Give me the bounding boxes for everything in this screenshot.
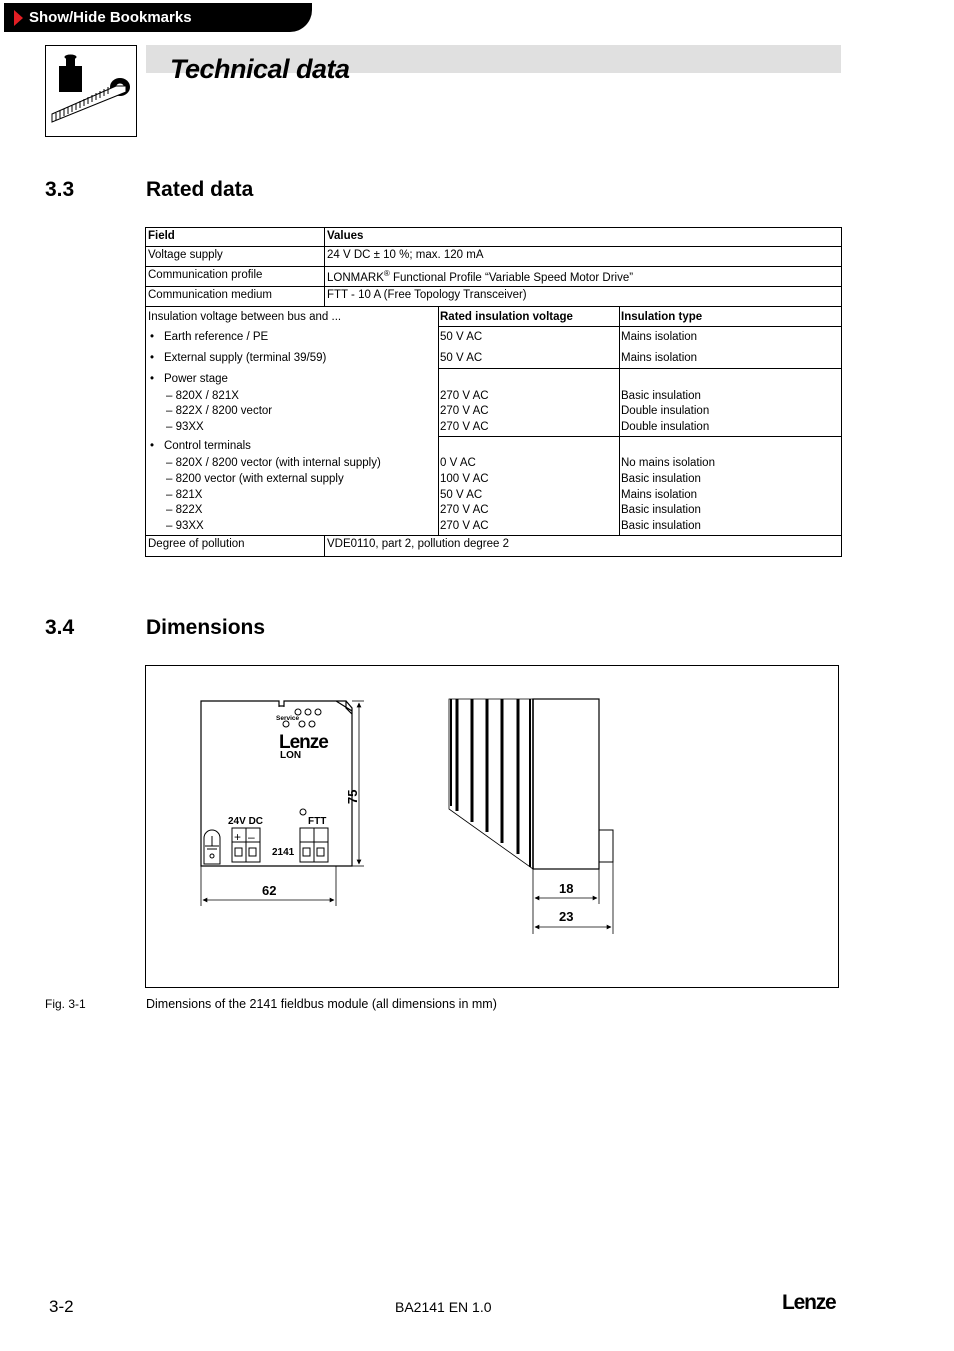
table-row xyxy=(145,287,842,307)
control-item-type: Basic insulation xyxy=(621,473,701,485)
section-number-rated: 3.3 xyxy=(45,178,75,201)
control-item-voltage: 270 V AC xyxy=(440,504,489,516)
power-label: • Power stage xyxy=(164,372,228,386)
row-value xyxy=(324,267,841,286)
lon-label: LON xyxy=(280,750,302,761)
table-row xyxy=(145,536,842,557)
ftt-label: FTT xyxy=(308,816,327,827)
front-view xyxy=(201,701,364,906)
table-row xyxy=(145,247,842,267)
triangle-right-icon xyxy=(14,10,23,26)
row-field: Voltage supply xyxy=(148,249,223,261)
row-value: VDE0110, part 2, pollution degree 2 xyxy=(324,536,841,556)
dimensions-figure xyxy=(145,665,839,988)
external-voltage: 50 V AC xyxy=(440,352,483,364)
earth-type: Mains isolation xyxy=(621,331,698,343)
power-item-voltage: 270 V AC xyxy=(440,421,489,433)
depth-dimension-18: 18 xyxy=(559,881,574,896)
external-label: • External supply (terminal 39/59) xyxy=(164,351,326,365)
supply-label: 24V DC xyxy=(228,816,264,827)
header-field: Field xyxy=(148,230,175,242)
section-title-rated: Rated data xyxy=(146,178,254,201)
power-item-label: – 822X / 8200 vector xyxy=(166,405,273,417)
control-item-label: – 820X / 8200 vector (with internal supply) xyxy=(166,457,381,469)
control-item-type: Basic insulation xyxy=(621,520,701,532)
figure-caption: Dimensions of the 2141 fieldbus module (all dimensions in mm) xyxy=(146,997,497,1011)
power-item-type: Double insulation xyxy=(621,405,710,417)
insulation-title: Insulation voltage between bus and ... xyxy=(148,311,342,323)
document-id: BA2141 EN 1.0 xyxy=(395,1299,492,1315)
row-field: Communication profile xyxy=(148,269,263,281)
control-item-label: – 8200 vector (with external supply xyxy=(166,473,344,485)
control-item-label: – 822X xyxy=(166,504,203,516)
show-hide-bookmarks-button[interactable] xyxy=(4,3,312,32)
insulation-block xyxy=(145,307,842,536)
power-item-voltage: 270 V AC xyxy=(440,390,489,402)
row-value: 24 V DC ± 10 %; max. 120 mA xyxy=(324,247,841,266)
profile-text: Functional Profile “Variable Speed Motor Drive” xyxy=(389,271,634,284)
figure-number: Fig. 3-1 xyxy=(45,997,86,1011)
control-item-voltage: 100 V AC xyxy=(440,473,489,485)
col-insulation-type: Insulation type xyxy=(621,311,703,323)
control-item-type: Basic insulation xyxy=(621,504,701,516)
col-rated-voltage: Rated insulation voltage xyxy=(440,311,573,323)
control-item-label: – 93XX xyxy=(166,520,204,532)
control-item-type: Mains isolation xyxy=(621,489,698,501)
row-field: Communication medium xyxy=(148,289,272,301)
service-label: Service xyxy=(276,715,300,722)
lenze-logo: Lenze xyxy=(782,1291,836,1314)
lonmark-text: LONMARK xyxy=(327,271,384,284)
page-title: Technical data xyxy=(170,54,350,84)
control-item-label: – 821X xyxy=(166,489,203,501)
control-item-voltage: 270 V AC xyxy=(440,520,489,532)
power-item-label: – 93XX xyxy=(166,421,204,433)
page-number: 3-2 xyxy=(49,1297,74,1316)
width-dimension: 62 xyxy=(262,883,277,898)
control-item-voltage: 0 V AC xyxy=(440,457,476,469)
power-item-type: Basic insulation xyxy=(621,390,701,402)
registered-mark: ® xyxy=(383,269,390,278)
control-item-voltage: 50 V AC xyxy=(440,489,483,501)
height-dimension: 75 xyxy=(345,789,360,804)
side-view xyxy=(449,699,613,934)
control-item-type: No mains isolation xyxy=(621,457,715,469)
power-item-voltage: 270 V AC xyxy=(440,405,489,417)
brand-logo-front: Lenze xyxy=(279,732,328,753)
external-type: Mains isolation xyxy=(621,352,698,364)
row-value: FTT - 10 A (Free Topology Transceiver) xyxy=(324,287,841,306)
section-title-dimensions: Dimensions xyxy=(146,616,266,639)
table-row xyxy=(145,267,842,287)
depth-dimension-23: 23 xyxy=(559,909,574,924)
earth-voltage: 50 V AC xyxy=(440,331,483,343)
header-values: Values xyxy=(324,228,841,246)
table-header-row xyxy=(145,227,842,247)
model-label: 2141 xyxy=(272,847,295,858)
control-label: • Control terminals xyxy=(164,439,251,453)
row-field: Degree of pollution xyxy=(148,538,245,550)
plus-terminal: + xyxy=(234,830,242,844)
technical-data-icon xyxy=(45,45,137,137)
power-item-type: Double insulation xyxy=(621,421,710,433)
section-number-dimensions: 3.4 xyxy=(45,616,75,639)
minus-terminal: – xyxy=(248,830,255,844)
earth-label: • Earth reference / PE xyxy=(164,330,268,344)
power-item-label: – 820X / 821X xyxy=(166,390,239,402)
bookmarks-label: Show/Hide Bookmarks xyxy=(29,9,192,26)
